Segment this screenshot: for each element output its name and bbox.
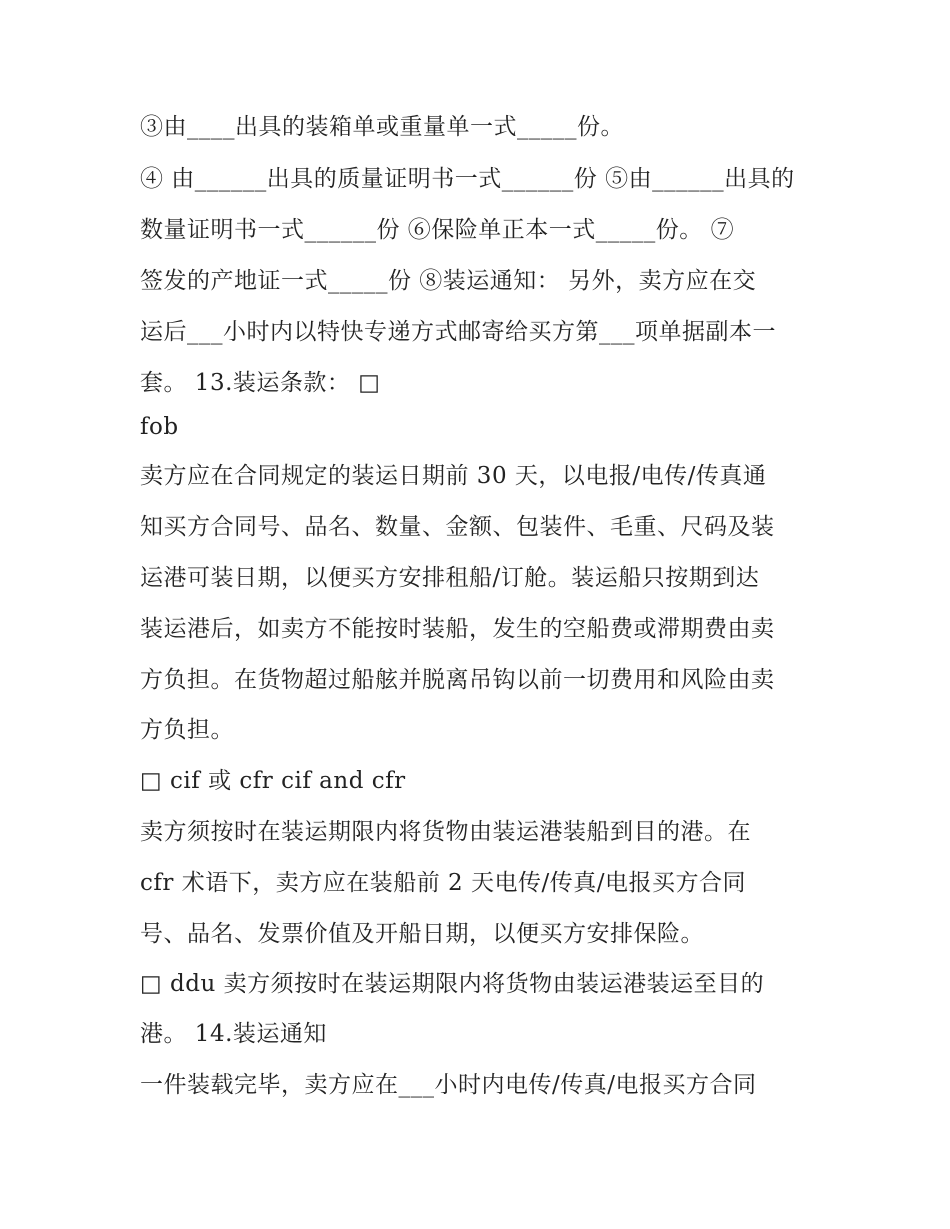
text-line: 签发的产地证一式_____份 ⑧装运通知： 另外，卖方应在交 xyxy=(140,268,757,294)
text-line: 卖方须按时在装运期限内将货物由装运港装船到目的港。在 xyxy=(140,819,751,845)
text-line: 运后___小时内以特快专递方式邮寄给买方第___项单据副本一 xyxy=(140,319,776,345)
text-line: ④ 由______出具的质量证明书一式______份 ⑤由______出具的 xyxy=(140,166,795,192)
text-line: cfr 术语下，卖方应在装船前 2 天电传/传真/电报买方合同 xyxy=(140,870,746,896)
text-line: □ cif 或 cfr cif and cfr xyxy=(140,768,406,794)
text-line: 号、品名、发票价值及开船日期，以便买方安排保险。 xyxy=(140,921,704,947)
text-line: 装运港后，如卖方不能按时装船，发生的空船费或滞期费由卖 xyxy=(140,616,775,642)
text-line: 方负担。 xyxy=(140,717,234,743)
text-line: 港。 14.装运通知 xyxy=(140,1021,327,1047)
text-line: ③由____出具的装箱单或重量单一式_____份。 xyxy=(140,114,624,140)
text-line: 一件装载完毕，卖方应在___小时内电传/传真/电报买方合同 xyxy=(140,1072,757,1098)
text-line: fob xyxy=(140,414,179,440)
text-line: 方负担。在货物超过船舷并脱离吊钩以前一切费用和风险由卖 xyxy=(140,667,775,693)
text-line: 数量证明书一式______份 ⑥保险单正本一式_____份。 ⑦ xyxy=(140,217,735,243)
text-line: 卖方应在合同规定的装运日期前 30 天，以电报/电传/传真通 xyxy=(140,463,767,489)
text-line: 知买方合同号、品名、数量、金额、包装件、毛重、尺码及装 xyxy=(140,514,775,540)
text-line: 运港可装日期，以便买方安排租船/订舱。装运船只按期到达 xyxy=(140,565,760,591)
text-line: 套。 13.装运条款： □ xyxy=(140,370,381,396)
text-line: □ ddu 卖方须按时在装运期限内将货物由装运港装运至目的 xyxy=(140,971,765,997)
